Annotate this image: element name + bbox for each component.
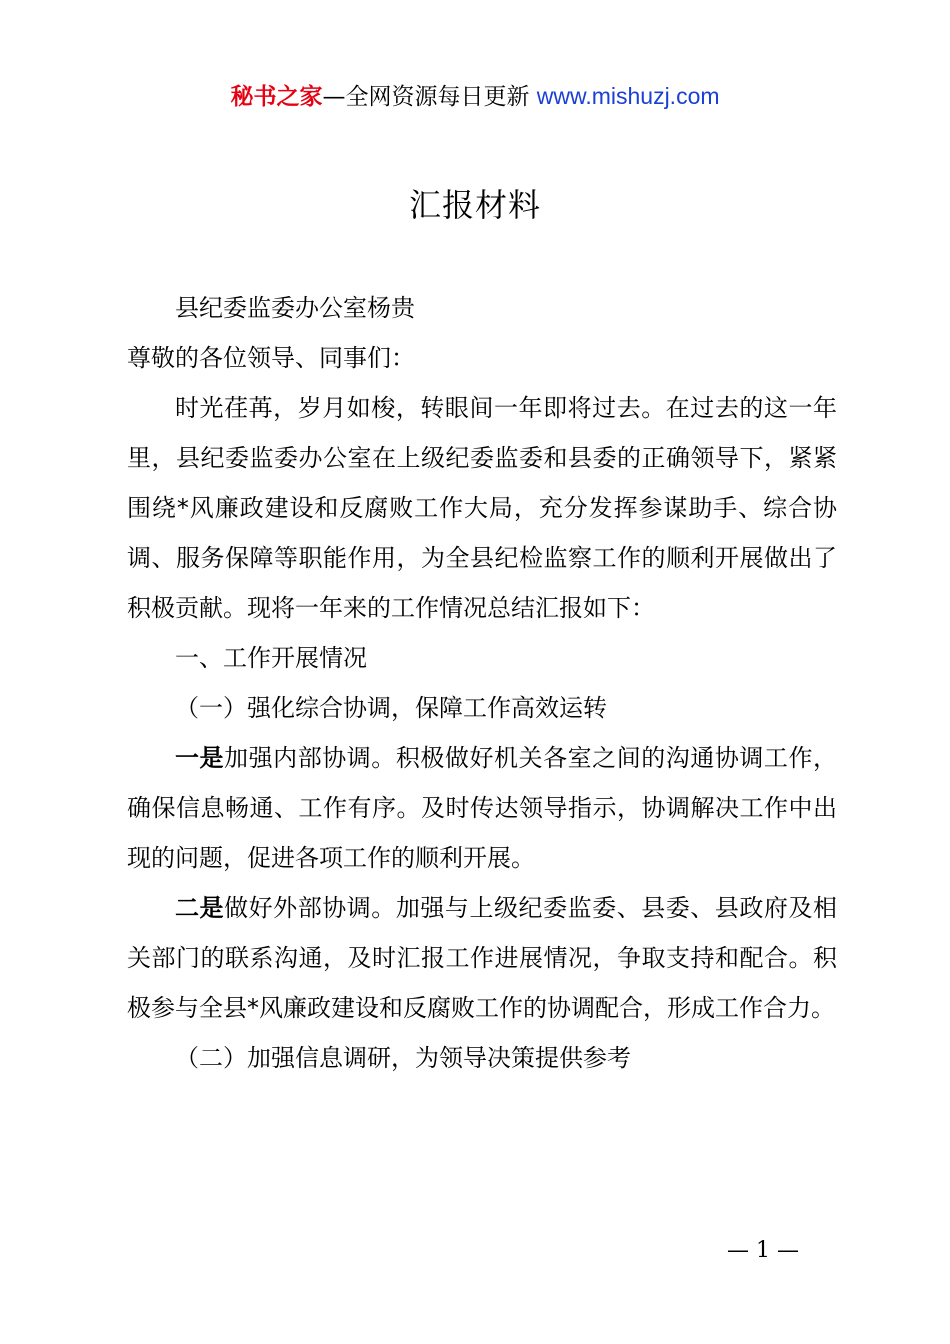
intro-paragraph: 时光荏苒，岁月如梭，转眼间一年即将过去。在过去的这一年里，县纪委监委办公室在上级纪委监委和县委的正确领导下，紧紧围绕*风廉政建设和反腐败工作大局，充分发挥参谋助手、综合协调、服务保障等职能作用，为全县纪检监察工作的顺利开展做出了积极贡献。现将一年来的工作情况总结汇报如下：	[127, 394, 837, 622]
document-title: 汇报材料	[408, 186, 541, 224]
subsection-heading-2: （二）加强信息调研，为领导决策提供参考	[175, 1044, 631, 1072]
point-text-2: 做好外部协调。加强与上级纪委监委、县委、县政府及相关部门的联系沟通，及时汇报工作进展情况，争取支持和配合。积极参与全县*风廉政建设和反腐败工作的协调配合，形成工作合力。	[127, 894, 837, 1022]
point-text-1: 加强内部协调。积极做好机关各室之间的沟通协调工作，确保信息畅通、工作有序。及时传达领导指示，协调解决工作中出现的问题，促进各项工作的顺利开展。	[127, 744, 837, 872]
banner-url-link[interactable]: www.mishuzj.com	[536, 83, 720, 109]
banner-tagline: —全网资源每日更新	[322, 84, 537, 110]
point-paragraph-2	[127, 883, 837, 1033]
subsection-heading: （一）强化综合协调，保障工作高效运转	[175, 694, 607, 722]
site-banner	[0, 80, 950, 113]
point-paragraph-1	[127, 733, 837, 883]
author-line: 县纪委监委办公室杨贵	[175, 294, 415, 322]
page-number: — 1 —	[727, 1238, 799, 1263]
point-lead-2: 二是	[175, 894, 225, 922]
document-body	[127, 283, 837, 1083]
salutation: 尊敬的各位领导、同事们：	[127, 344, 415, 372]
section-heading: 一、工作开展情况	[175, 644, 367, 672]
banner-brand: 秘书之家	[230, 84, 323, 110]
point-lead-1: 一是	[175, 744, 225, 772]
